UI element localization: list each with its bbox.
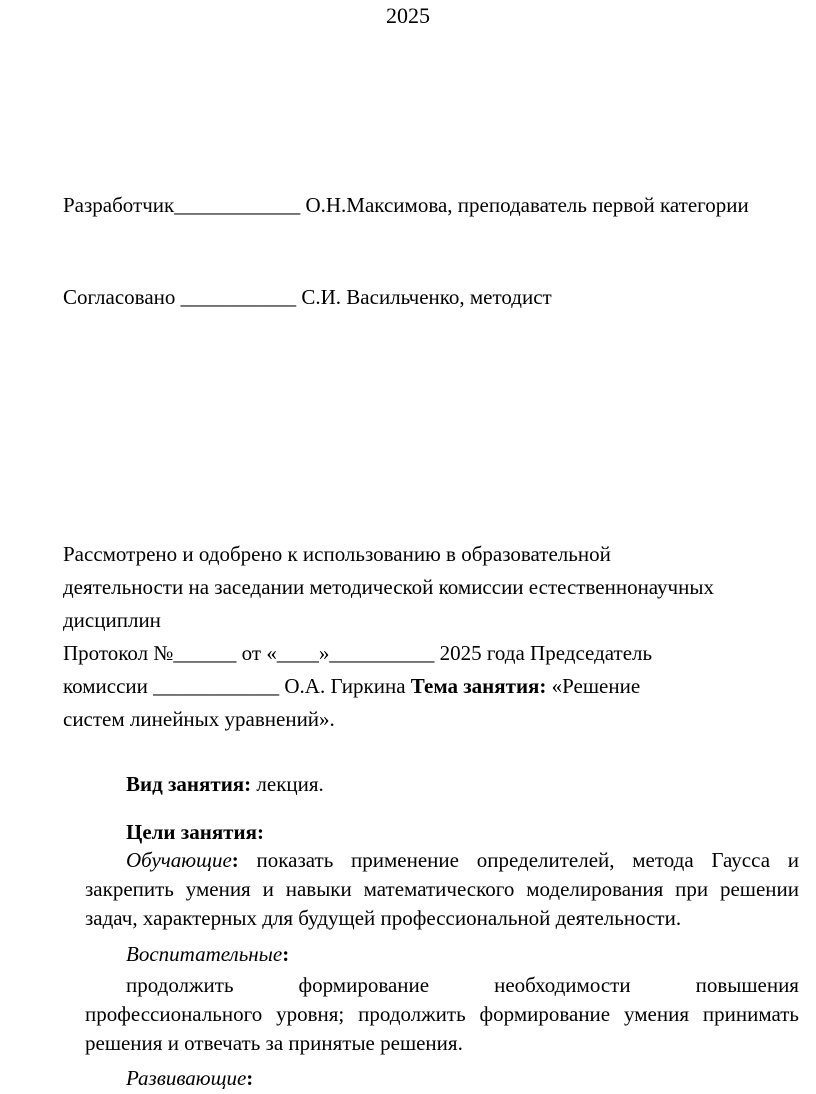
protocol-line: Протокол №______ от «____»__________ 2025 года Председатель [63,641,653,665]
commission-chair: комиссии ____________ О.А. Гиркина [63,674,411,698]
teaching-label: Обучающие [126,848,232,872]
lesson-type-line [126,771,324,797]
teaching-text: показать применение определителей, метода Гаусса и закрепить умения и навыки математического моделирования при решении задач, характерных для будущей профессиональной деятельности. [85,848,799,930]
upbringing-first-line [126,971,799,1000]
lesson-type-label: Вид занятия: [126,772,252,796]
developing-label: Развивающие [126,1066,247,1090]
upbringing-word: необходимости [494,973,631,997]
upbringing-word: повышения [695,973,799,997]
upbringing-goals [85,971,799,1058]
review-block [63,538,783,736]
review-line-2: деятельности на заседании методической комиссии естественнонаучных [63,575,714,599]
upbringing-label: Воспитательные [126,942,283,966]
commission-line [63,670,783,703]
upbringing-word: продолжить [126,973,234,997]
approved-name: С.И. Васильченко, методист [296,285,552,309]
topic-label: Тема занятия: [410,674,547,698]
developer-line [63,192,749,218]
developing-heading: Развивающие: [126,1066,254,1090]
approved-line [63,284,552,310]
upbringing-word: формирование [298,973,430,997]
topic-start: «Решение [546,674,641,698]
year-heading: 2025 [386,3,430,28]
approved-signature-blank: ___________ [175,285,297,309]
teaching-paragraph: Обучающие: показать применение определителей, метода Гаусса и закрепить умения и навыки математического моделирования при решении задач, характерных для будущей профессиональной деятельности. [85,848,799,930]
upbringing-text: профессионального уровня; продолжить формирование умения принимать решения и отвечать за принятые решения. [85,1002,799,1055]
developer-signature-blank: ____________ [174,193,301,217]
review-line-3: дисциплин [63,608,161,632]
topic-end: систем линейных уравнений». [63,707,335,731]
developer-label: Разработчик [63,193,175,217]
teaching-goals [85,846,799,933]
lesson-type-value: лекция. [251,772,324,796]
upbringing-heading: Воспитательные: [126,942,290,966]
approved-label: Согласовано [63,285,176,309]
review-line-1: Рассмотрено и одобрено к использованию в образовательной [63,542,611,566]
goals-heading: Цели занятия: [126,820,264,844]
developer-name: О.Н.Максимова, преподаватель первой категории [300,193,749,217]
